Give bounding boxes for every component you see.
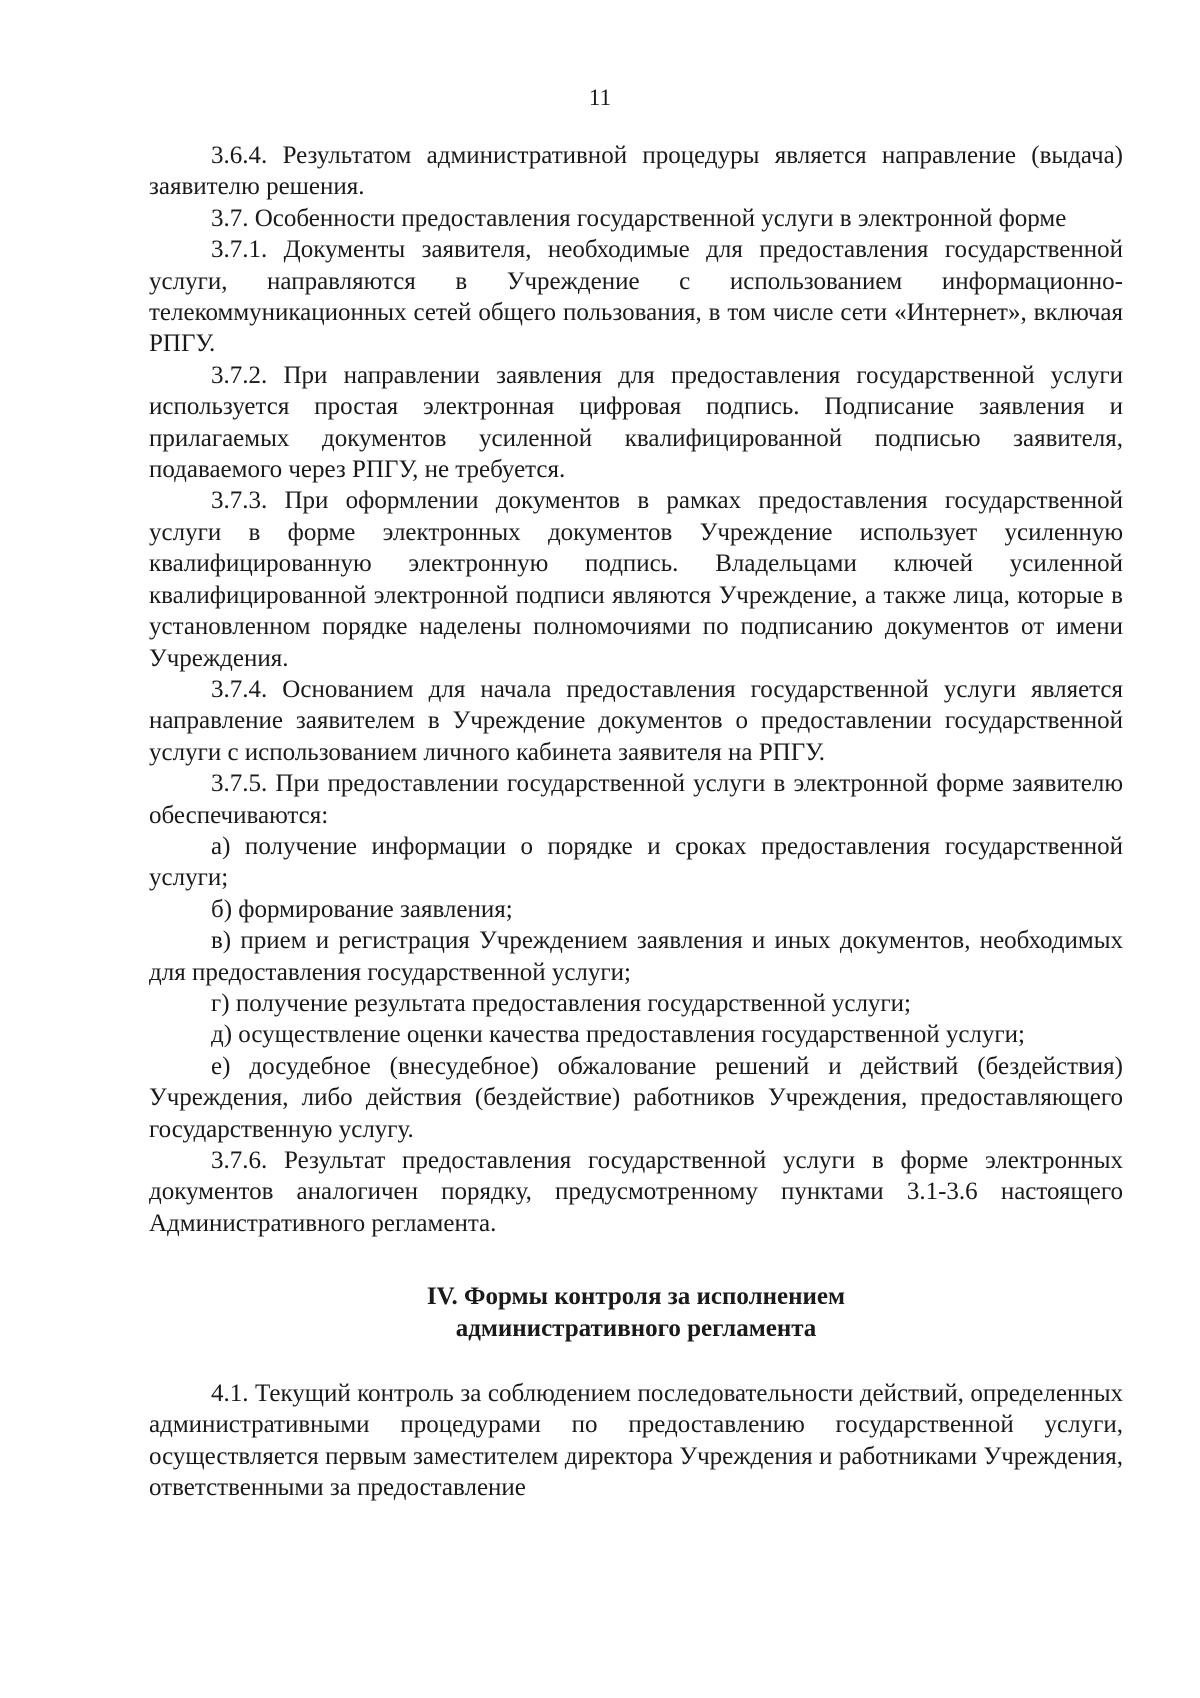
list-item-b: б) формирование заявления; — [211, 895, 513, 923]
list-item-d: д) осуществление оценки качества предоставления государственной услуги; — [211, 1021, 1025, 1049]
paragraph-3-6-4: 3.6.4. Результатом административной процедуры является направление (выдача) заявителю решения. — [149, 142, 1123, 201]
list-item-e: е) досудебное (внесудебное) обжалование решений и действий (бездействия) Учреждения, либо действия (бездействие) работников Учреждения, предоставляющего государственную услугу. — [149, 1052, 1123, 1143]
section-heading — [149, 1281, 1123, 1344]
section-heading-line-2: административного регламента — [455, 1314, 817, 1342]
paragraph-3-7-4: 3.7.4. Основанием для начала предоставления государственной услуги является направление заявителем в Учреждение документов о предоставлении государственной услуги с использованием личного кабинета заявителя на РПГУ. — [149, 675, 1123, 766]
list-item-a: а) получение информации о порядке и сроках предоставления государственной услуги; — [149, 832, 1123, 892]
page-number: 11 — [588, 85, 612, 110]
paragraph-3-7-6: 3.7.6. Результат предоставления государственной услуги в форме электронных документов аналогичен порядку, предусмотренному пунктами 3.1-3.6 настоящего Административного регламента. — [149, 1147, 1123, 1237]
paragraph-3-7-1: 3.7.1. Документы заявителя, необходимые для предоставления государственной услуги, направляются в Учреждение с использованием информационно-телекоммуникационных сетей общего пользования, в том числе сети «Интернет», включая РПГУ. — [149, 236, 1123, 358]
paragraph-3-7-2: 3.7.2. При направлении заявления для предоставления государственной услуги используется простая электронная цифровая подпись. Подписание заявления и прилагаемых документов усиленной квалифицированной подписью заявителя, подаваемого через РПГУ, не требуется. — [149, 361, 1123, 484]
paragraph-4-1: 4.1. Текущий контроль за соблюдением последовательности действий, определенных административными процедурами по предоставлению государственной услуги, осуществляется первым заместителем директора Учреждения и работниками Учреждения, ответственными за предоставление — [149, 1380, 1123, 1502]
paragraph-3-7-5: 3.7.5. При предоставлении государственной услуги в электронной форме заявителю обеспечиваются: — [149, 770, 1123, 829]
list-item-v: в) прием и регистрация Учреждением заявления и иных документов, необходимых для предоставления государственной услуги; — [149, 927, 1123, 986]
section-heading-line-1: IV. Формы контроля за исполнением — [426, 1283, 846, 1311]
list-item-g: г) получение результата предоставления государственной услуги; — [211, 989, 911, 1017]
paragraph-3-7-3: 3.7.3. При оформлении документов в рамках предоставления государственной услуги в форме электронных документов Учреждение использует усиленную квалифицированную электронную подпись. Владельцами ключей усиленной квалифицированной электронной подписи являются Учреждение, а также лица, которые в установленном порядке наделены полномочиями по подписанию документов от имени Учреждения. — [149, 487, 1123, 672]
document-body — [149, 140, 1123, 1504]
paragraph-3-7: 3.7. Особенности предоставления государственной услуги в электронной форме — [211, 204, 1067, 232]
